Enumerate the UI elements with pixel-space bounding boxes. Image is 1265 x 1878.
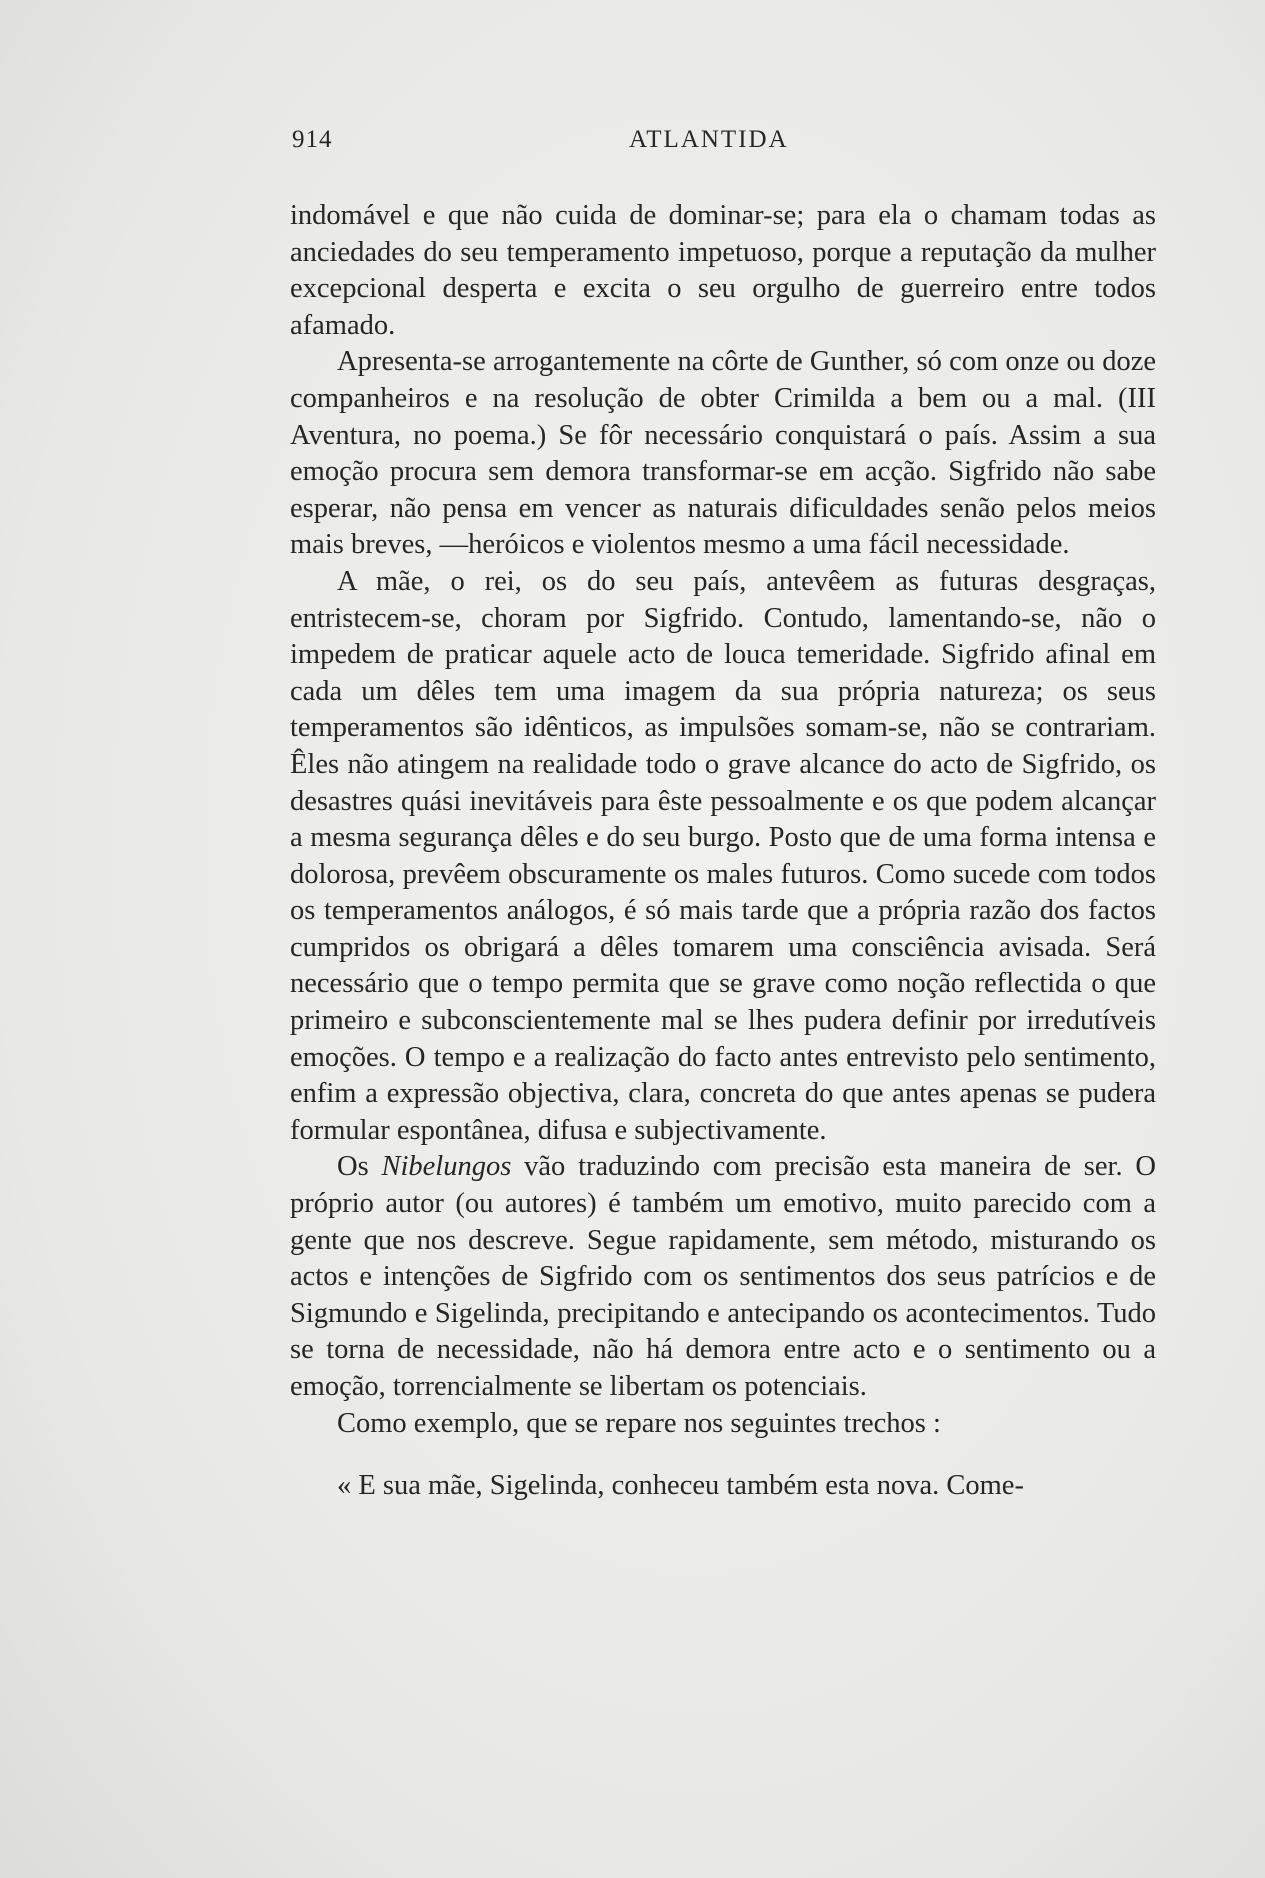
- paragraph-1: indomável e que não cuida de dominar-se; para ela o chamam todas as anciedades do seu temperamento impetuoso, porque a reputação da mulher excepcional desperta e excita o seu orgulho de guerreiro entre todos afamado.: [290, 200, 1156, 341]
- paragraph-4: [290, 1149, 1156, 1405]
- paragraph-4-lead: Os: [337, 1151, 382, 1183]
- page-number: 914: [292, 126, 333, 153]
- paragraph-4-rest: vão traduzindo com precisão esta maneira de ser. O próprio autor (ou autores) é também um emotivo, muito parecido com a gente que nos descreve. Segue rapidamente, sem método, misturando os actos e intenções de Sigfrido com os sentimentos dos seus patrícios e de Sigmundo e Sigelinda, precipitando e antecipando os acontecimentos. Tudo se torna de necessidade, não há demora entre acto e o sentimento ou a emoção, torrencialmente se libertam os potenciais.: [290, 1151, 1156, 1402]
- paragraph-5: Como exemplo, que se repare nos seguintes trechos :: [337, 1407, 941, 1439]
- body-text: [290, 198, 1156, 1505]
- running-title: ATLANTIDA: [629, 126, 789, 153]
- book-title-italic: Nibelungos: [381, 1151, 512, 1183]
- paragraph-3: A mãe, o rei, os do seu país, antevêem as futuras desgraças, entristecem-se, choram por Sigfrido. Contudo, lamentando-se, não o impedem de praticar aquele acto de louca temeridade. Sigfrido afinal em cada um dêles tem uma imagem da sua própria natureza; os seus temperamentos são idênticos, as impulsões somam-se, não se contrariam. Êles não atingem na realidade todo o grave alcance do acto de Sigfrido, os desastres quási inevitáveis para êste pessoalmente e os que podem alcançar a mesma segurança dêles e do seu burgo. Posto que de uma forma intensa e dolorosa, prevêem obscuramente os males futuros. Como sucede com todos os temperamentos análogos, é só mais tarde que a própria razão dos factos cumpridos os obrigará a dêles tomarem uma consciência avisada. Será necessário que o tempo permita que se grave como noção reflectida o que primeiro e subconscientemente mal se lhes pudera definir por irredutíveis emoções. O tempo e a realização do facto antes entrevisto pelo sentimento, enfim a expressão objectiva, clara, concreta do que antes apenas se pudera formular espontânea, difusa e subjectivamente.: [290, 565, 1156, 1146]
- paragraph-2: Apresenta-se arrogantemente na côrte de Gunther, só com onze ou doze companheiros e na resolução de obter Crimilda a bem ou a mal. (III Aventura, no poema.) Se fôr necessário conquistará o país. Assim a sua emoção procura sem demora transformar-se em acção. Sigfrido não sabe esperar, não pensa em vencer as naturais dificuldades senão pelos meios mais breves, —heróicos e violentos mesmo a uma fácil necessidade.: [290, 346, 1156, 561]
- running-head: [292, 126, 1152, 162]
- quotation-start: « E sua mãe, Sigelinda, conheceu também esta nova. Come-: [337, 1470, 1024, 1502]
